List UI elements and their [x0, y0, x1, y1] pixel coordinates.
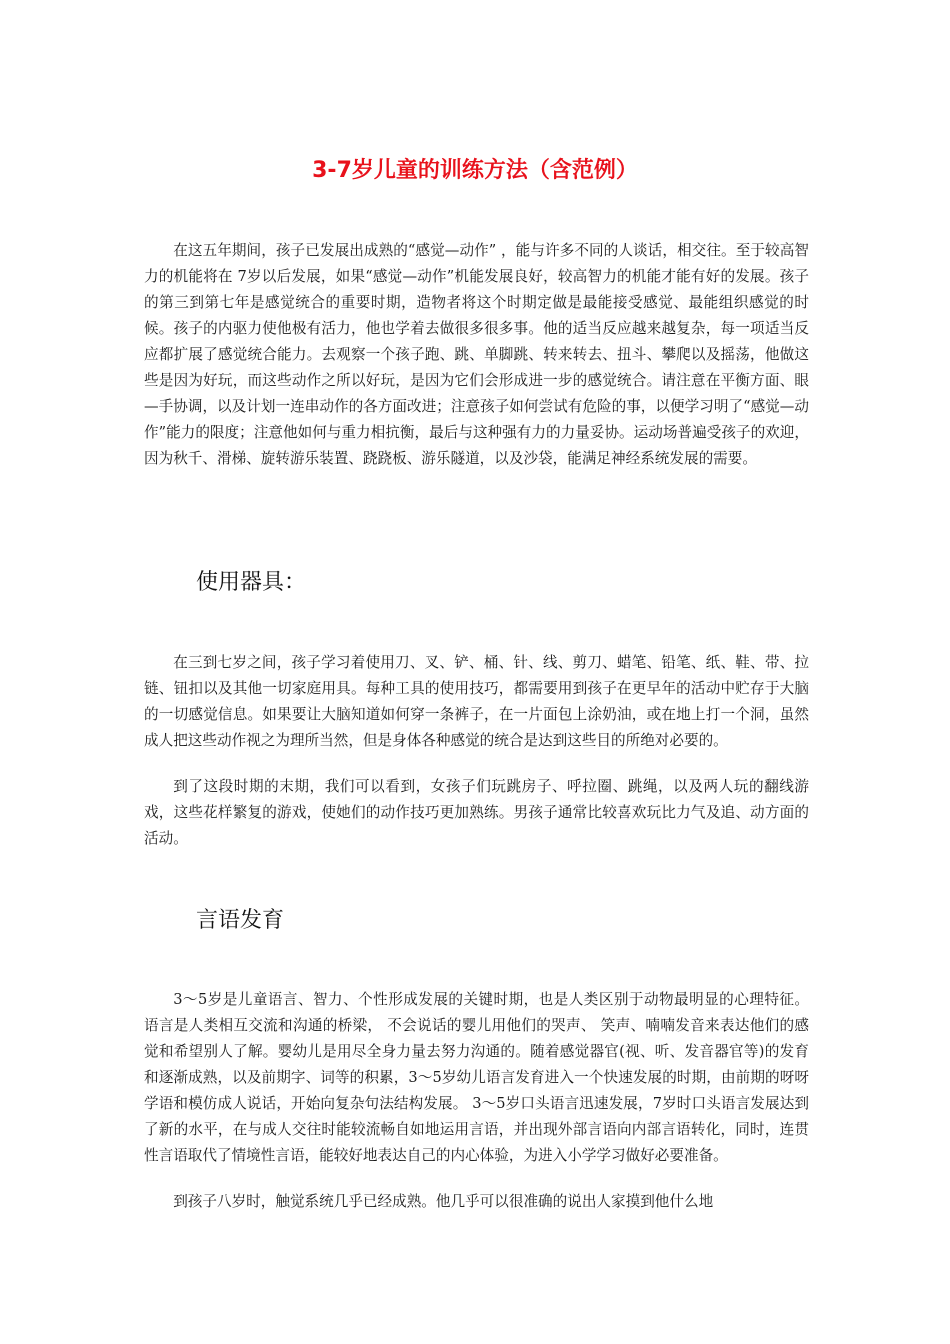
- section-heading-speech: 言语发育: [196, 908, 285, 933]
- intro-paragraph: 在这五年期间，孩子已发展出成熟的“感觉—动作” ，能与许多不同的人谈话，相交往。至于较高智力的机能将在 7岁以后发展，如果“感觉—动作”机能发展良好，较高智力的机能才能有好的发展。孩子的第三到第七年是感觉统合的重要时期，造物者将这个时期定做是最能接受感觉、最能组织感觉的时候。孩子的内驱力使他极有活力，他也学着去做很多很多事。他的适当反应越来越复杂，每一项适当反应都扩展了感觉统合能力。去观察一个孩子跑、跳、单脚跳、转来转去、扭斗、攀爬以及摇荡，他做这些是因为好玩，而这些动作之所以好玩，是因为它们会形成进一步的感觉统合。请注意在平衡方面、眼—手协调，以及计划一连串动作的各方面改进；注意孩子如何尝试有危险的事，以便学习明了“感觉—动作”能力的限度；注意他如何与重力相抗衡，最后与这种强有力的力量妥协。运动场普遍受孩子的欢迎，因为秋千、滑梯、旋转游乐装置、跷跷板、游乐隧道，以及沙袋，能满足神经系统发展的需要。: [144, 242, 809, 467]
- speech-paragraph-1: 3～5岁是儿童语言、智力、个性形成发展的关键时期，也是人类区别于动物最明显的心理特征。 语言是人类相互交流和沟通的桥梁， 不会说话的婴儿用他们的哭声、 笑声、喃喃发音来表达他们的感觉和希望别人了解。婴幼儿是用尽全身力量去努力沟通的。随着感觉器官(视、听、发音器官等)的发育和逐渐成熟，以及前期字、词等的积累，3～5岁幼儿语言发育进入一个快速发展的时期，由前期的呀呀学语和模仿成人说话，开始向复杂句法结构发展。 3～5岁口头语言迅速发展，7岁时口头语言发展达到了新的水平，在与成人交往时能较流畅自如地运用言语，并出现外部言语向内部言语转化，同时，连贯性言语取代了情境性言语，能较好地表达自己的内心体验，为进入小学学习做好必要准备。: [144, 991, 809, 1164]
- speech-paragraph-2: 到孩子八岁时，触觉系统几乎已经成熟。他几乎可以很准确的说出人家摸到他什么地: [173, 1193, 714, 1210]
- tools-paragraph-2: 到了这段时期的末期，我们可以看到，女孩子们玩跳房子、呼拉圈、跳绳，以及两人玩的翻线游戏，这些花样繁复的游戏，使她们的动作技巧更加熟练。男孩子通常比较喜欢玩比力气及追、动方面的活动。: [144, 778, 809, 847]
- tools-paragraph-1: 在三到七岁之间，孩子学习着使用刀、叉、铲、桶、针、线、剪刀、蜡笔、铅笔、纸、鞋、带、拉链、钮扣以及其他一切家庭用具。每种工具的使用技巧，都需要用到孩子在更早年的活动中贮存于大脑的一切感觉信息。如果要让大脑知道如何穿一条裤子，在一片面包上涂奶油，或在地上打一个洞，虽然成人把这些动作视之为理所当然，但是身体各种感觉的统合是达到这些目的所绝对必要的。: [144, 654, 809, 749]
- page-title: 3-7岁儿童的训练方法（含范例）: [312, 158, 638, 183]
- section-heading-tools: 使用器具：: [196, 570, 307, 595]
